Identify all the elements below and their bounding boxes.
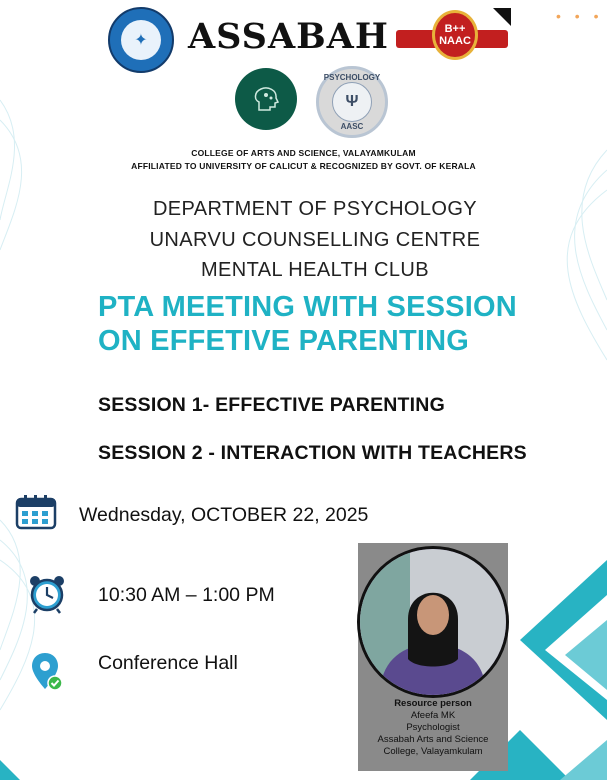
psychology-aasc-logo xyxy=(316,66,388,138)
mental-health-club-logo xyxy=(235,68,297,130)
naac-badge xyxy=(432,10,478,60)
psychology-logo-bottom: AASC xyxy=(340,122,364,131)
corner-triangle xyxy=(493,8,511,26)
event-date: Wednesday, OCTOBER 22, 2025 xyxy=(79,504,369,526)
brand-title: ASSABAH xyxy=(188,16,389,57)
resource-person-heading: Resource person xyxy=(394,698,472,709)
resource-person-org-2: College, Valayamkulam xyxy=(383,746,483,757)
location-pin-icon xyxy=(30,651,64,693)
session-2: SESSION 2 - INTERACTION WITH TEACHERS xyxy=(98,442,527,464)
college-affiliation: AFFILIATED TO UNIVERSITY OF CALICUT & RECOGNIZED BY GOVT. OF KERALA xyxy=(131,161,476,171)
decorative-dots: • • • xyxy=(556,8,604,24)
department-block xyxy=(0,194,607,286)
event-title xyxy=(98,290,517,358)
alarm-clock-icon xyxy=(28,574,66,614)
psychology-logo-top: PSYCHOLOGY xyxy=(323,73,381,82)
department-line-3: MENTAL HEALTH CLUB xyxy=(201,259,429,281)
calendar-icon xyxy=(15,494,57,530)
event-title-line-2: ON EFFETIVE PARENTING xyxy=(98,325,470,357)
naac-grade: B++ xyxy=(444,23,466,35)
resource-person-details xyxy=(358,698,508,758)
resource-person-name: Afeefa MK xyxy=(410,710,456,721)
naac-label: NAAC xyxy=(439,35,471,47)
department-line-1: DEPARTMENT OF PSYCHOLOGY xyxy=(152,198,478,220)
event-venue: Conference Hall xyxy=(98,652,238,674)
head-silhouette-icon xyxy=(251,86,281,112)
person-photo-illustration xyxy=(360,549,506,695)
department-line-2: UNARVU COUNSELLING CENTRE xyxy=(149,228,481,251)
college-name: COLLEGE OF ARTS AND SCIENCE, VALAYAMKULAM xyxy=(191,148,416,158)
college-emblem xyxy=(108,7,174,73)
event-time: 10:30 AM – 1:00 PM xyxy=(98,584,275,606)
college-details xyxy=(0,147,607,173)
resource-person-photo xyxy=(357,546,509,698)
event-title-line-1: PTA MEETING WITH SESSION xyxy=(98,291,517,323)
psychology-symbol-icon: Ψ xyxy=(332,82,372,122)
resource-person-org-1: Assabah Arts and Science xyxy=(377,734,489,745)
college-emblem-icon: ✦ xyxy=(121,20,161,60)
resource-person-role: Psychologist xyxy=(406,722,460,733)
session-1: SESSION 1- EFFECTIVE PARENTING xyxy=(98,394,445,416)
